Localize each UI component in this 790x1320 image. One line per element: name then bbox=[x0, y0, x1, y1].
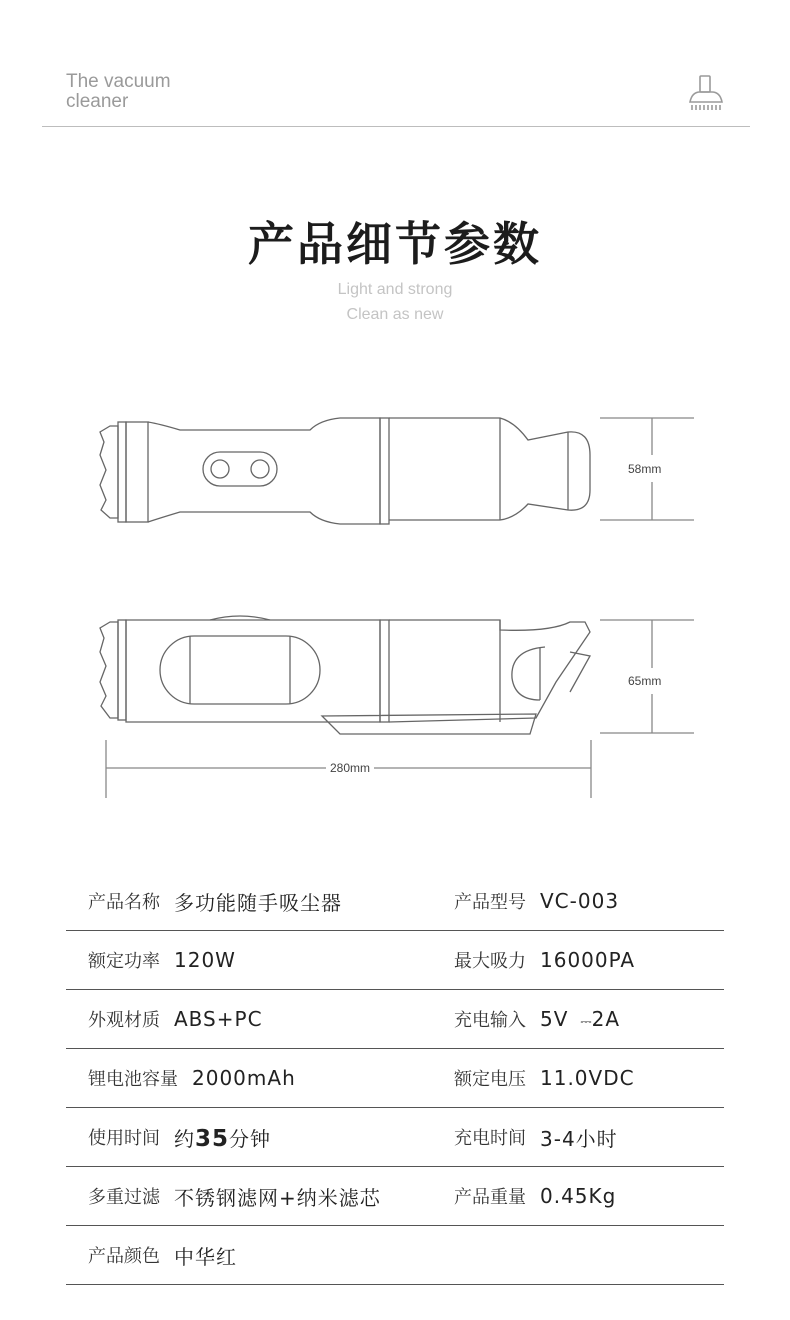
side-view-drawing bbox=[100, 616, 590, 734]
spec-value: 16000PA bbox=[540, 948, 636, 972]
spec-value: 不锈钢滤网+纳米滤芯 bbox=[174, 1185, 381, 1210]
height-top-label: 58mm bbox=[628, 462, 662, 476]
spec-row bbox=[66, 990, 724, 1049]
spec-value: 2000mAh bbox=[192, 1066, 296, 1090]
spec-value: VC-003 bbox=[540, 889, 620, 913]
brand-text bbox=[66, 72, 171, 112]
spec-table bbox=[66, 872, 724, 1285]
spec-value: 120W bbox=[174, 948, 236, 972]
usage-suffix: 分钟 bbox=[229, 1126, 272, 1151]
spec-label: 产品型号 bbox=[454, 892, 526, 913]
product-dimension-diagram bbox=[0, 400, 790, 810]
length-label: 280mm bbox=[330, 761, 371, 775]
spec-label: 充电输入 bbox=[454, 1010, 526, 1031]
spec-value bbox=[540, 1007, 620, 1031]
spec-label: 产品重量 bbox=[454, 1187, 526, 1208]
spec-value bbox=[174, 1123, 271, 1152]
spec-label: 锂电池容量 bbox=[88, 1069, 178, 1090]
brand-line-2: cleaner bbox=[66, 91, 129, 112]
spec-label: 使用时间 bbox=[88, 1128, 160, 1149]
brand-line-1: The vacuum bbox=[66, 71, 171, 92]
subtitle-line-2: Clean as new bbox=[346, 306, 444, 323]
spec-row bbox=[66, 1108, 724, 1167]
spec-value: 0.45Kg bbox=[540, 1184, 617, 1208]
spec-label: 产品名称 bbox=[88, 892, 160, 913]
spec-label: 多重过滤 bbox=[88, 1187, 160, 1208]
spec-row bbox=[66, 931, 724, 990]
spec-label: 产品颜色 bbox=[88, 1246, 160, 1267]
spec-row bbox=[66, 1226, 724, 1285]
usage-minutes: 35 bbox=[195, 1125, 230, 1152]
spec-label: 额定功率 bbox=[88, 951, 160, 972]
spec-value: 中华红 bbox=[174, 1244, 237, 1269]
spec-value: 3-4小时 bbox=[540, 1126, 618, 1151]
spec-row bbox=[66, 1167, 724, 1226]
spec-value: 多功能随手吸尘器 bbox=[174, 890, 342, 915]
input-current: 2A bbox=[591, 1007, 620, 1031]
spec-label: 充电时间 bbox=[454, 1128, 526, 1149]
spec-label: 最大吸力 bbox=[454, 951, 526, 972]
vacuum-head-icon bbox=[686, 74, 726, 112]
spec-label: 外观材质 bbox=[88, 1010, 160, 1031]
height-side-label: 65mm bbox=[628, 674, 662, 688]
spec-value: 11.0VDC bbox=[540, 1066, 635, 1090]
subtitle-line-1: Light and strong bbox=[337, 281, 453, 298]
spec-row bbox=[66, 872, 724, 931]
header-divider bbox=[42, 126, 750, 127]
usage-prefix: 约 bbox=[174, 1126, 195, 1151]
spec-label: 额定电压 bbox=[454, 1069, 526, 1090]
input-voltage: 5V bbox=[540, 1007, 569, 1031]
page-title: 产品细节参数 bbox=[248, 217, 542, 271]
dc-symbol-icon: ⎓ bbox=[580, 1014, 592, 1030]
spec-row bbox=[66, 1049, 724, 1108]
top-view-drawing bbox=[100, 418, 590, 524]
spec-value: ABS+PC bbox=[174, 1007, 263, 1031]
